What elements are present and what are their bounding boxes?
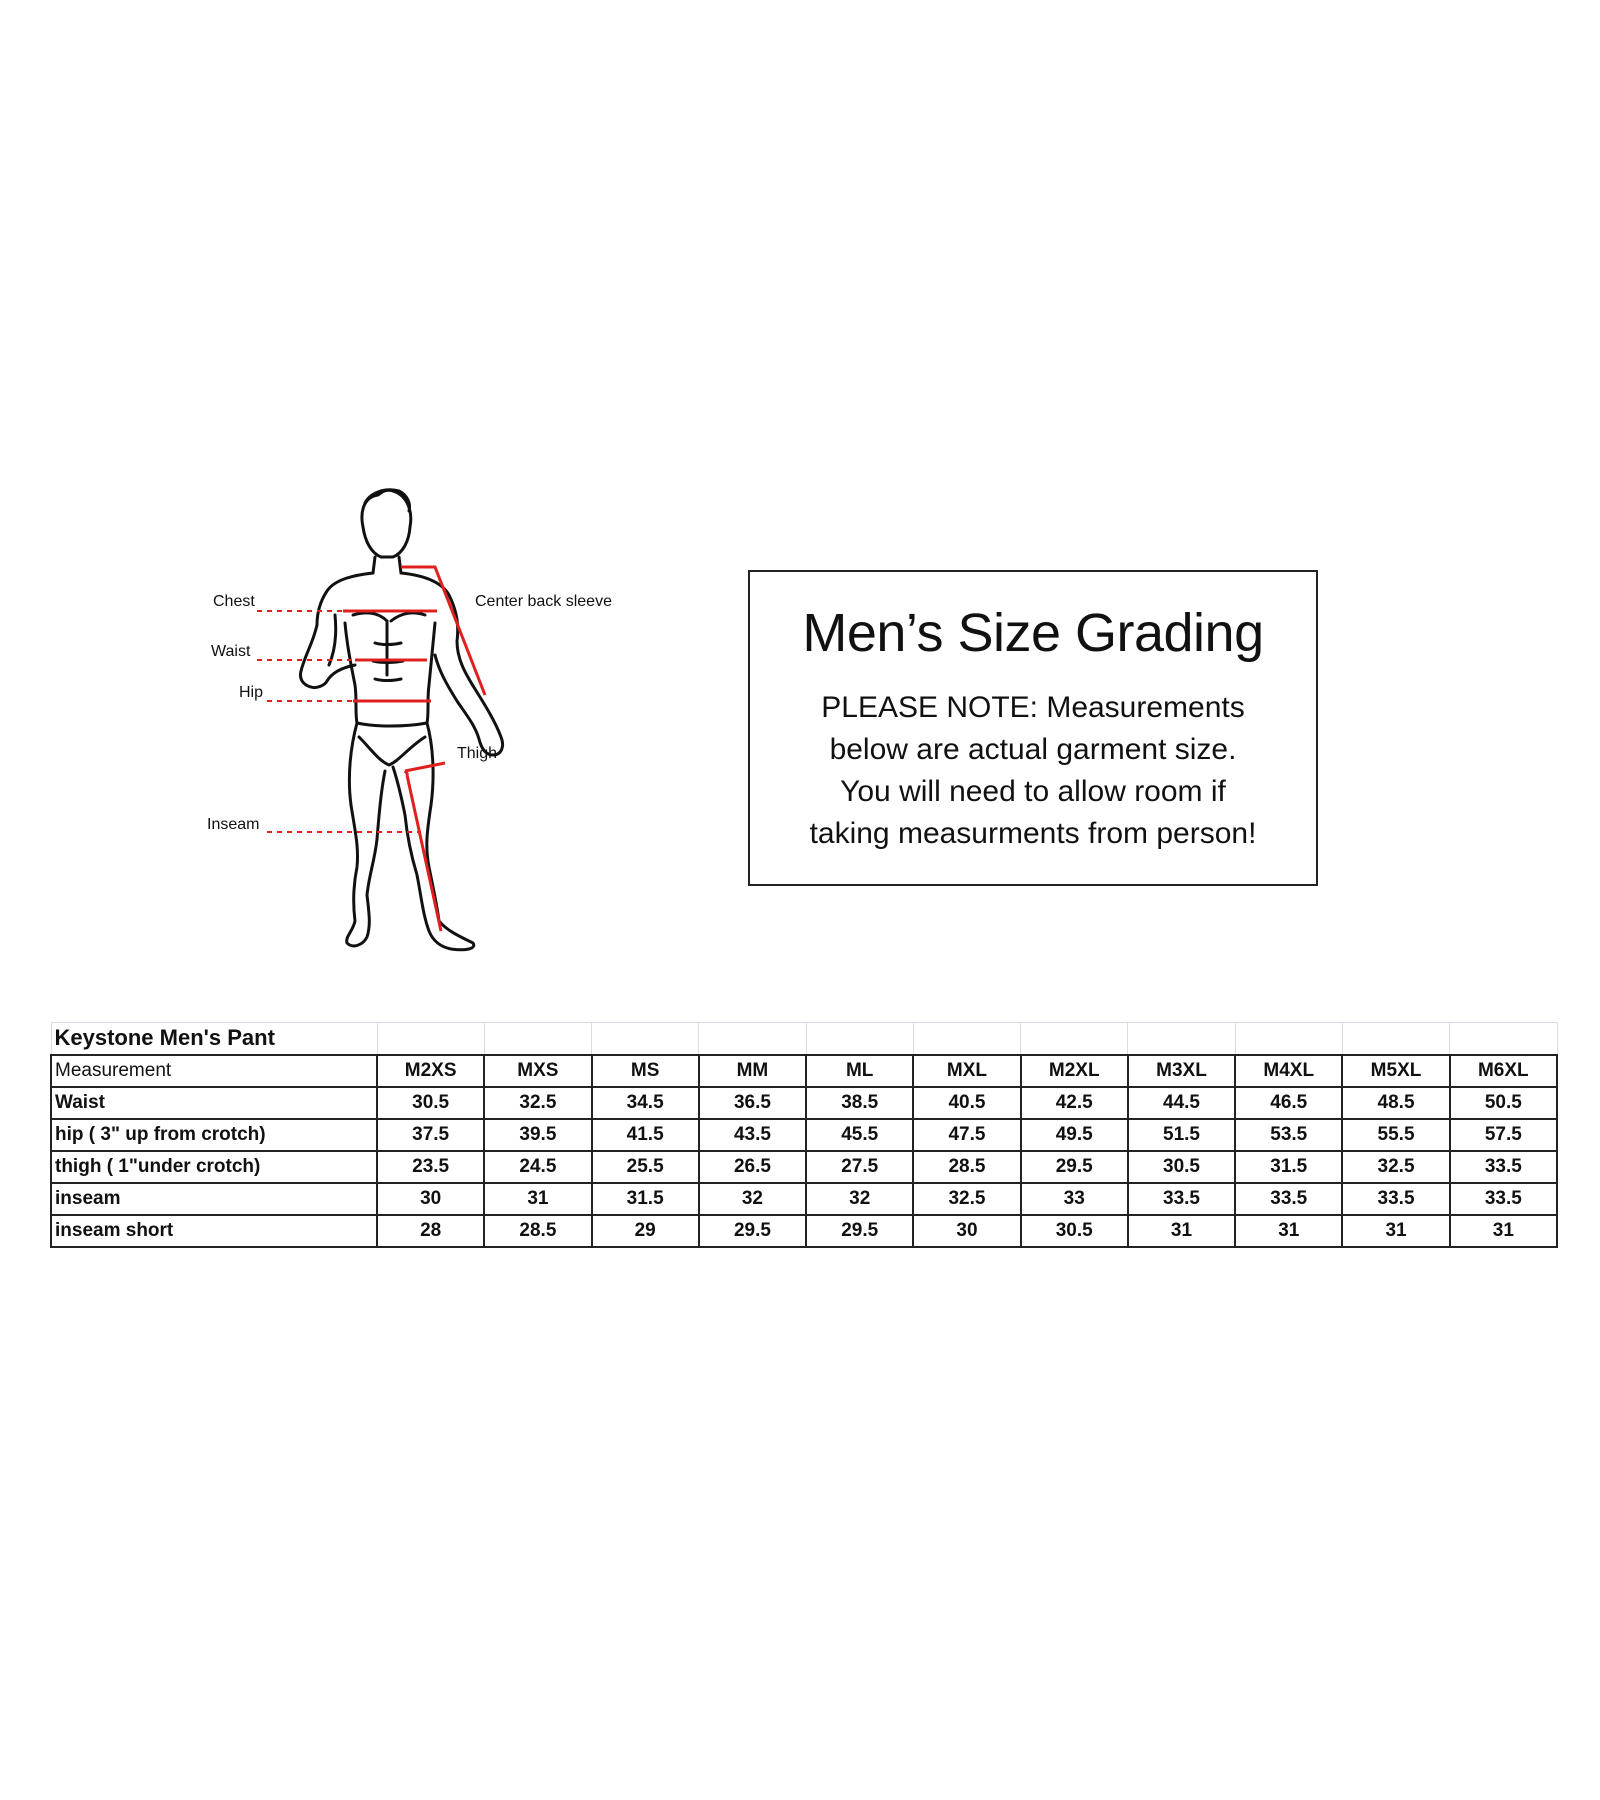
- table-cell: 31: [484, 1183, 591, 1215]
- table-cell: 29.5: [699, 1215, 806, 1247]
- row-label: Waist: [51, 1087, 377, 1119]
- size-grading-info-box: [748, 570, 1318, 886]
- size-header: M2XS: [377, 1055, 484, 1087]
- table-cell: 55.5: [1342, 1119, 1449, 1151]
- info-note-line: You will need to allow room if: [840, 775, 1226, 809]
- waist-label: Waist: [211, 643, 251, 660]
- table-cell: 36.5: [699, 1087, 806, 1119]
- table-cell: 39.5: [484, 1119, 591, 1151]
- table-cell: 30.5: [1021, 1215, 1128, 1247]
- table-cell: 32.5: [484, 1087, 591, 1119]
- table-cell: 43.5: [699, 1119, 806, 1151]
- table-cell: 38.5: [806, 1087, 913, 1119]
- row-label: inseam: [51, 1183, 377, 1215]
- table-cell: 30.5: [377, 1087, 484, 1119]
- info-title: Men’s Size Grading: [802, 603, 1264, 663]
- table-cell: 31: [1450, 1215, 1557, 1247]
- info-note: [750, 687, 1316, 855]
- table-cell: 57.5: [1450, 1119, 1557, 1151]
- info-note-line: below are actual garment size.: [829, 733, 1237, 767]
- table-cell: 49.5: [1021, 1119, 1128, 1151]
- table-cell: 28.5: [484, 1215, 591, 1247]
- table-cell: 24.5: [484, 1151, 591, 1183]
- table-cell: 53.5: [1235, 1119, 1342, 1151]
- table-cell: 29.5: [806, 1215, 913, 1247]
- table-cell: 47.5: [913, 1119, 1020, 1151]
- header-label: Measurement: [51, 1055, 377, 1087]
- table-cell: 51.5: [1128, 1119, 1235, 1151]
- info-note-line: taking measurments from person!: [809, 817, 1257, 851]
- table-cell: 28: [377, 1215, 484, 1247]
- table-cell: 50.5: [1450, 1087, 1557, 1119]
- measurement-figure: [195, 475, 635, 955]
- table-cell: 40.5: [913, 1087, 1020, 1119]
- table-row: [51, 1151, 1557, 1183]
- size-table: [50, 1022, 1558, 1248]
- table-cell: 31: [1235, 1215, 1342, 1247]
- chest-label: Chest: [213, 593, 255, 610]
- table-row: [51, 1119, 1557, 1151]
- table-cell: 46.5: [1235, 1087, 1342, 1119]
- table-cell: 30.5: [1128, 1151, 1235, 1183]
- table-cell: 30: [913, 1215, 1020, 1247]
- table-cell: 33.5: [1235, 1183, 1342, 1215]
- size-header: M6XL: [1450, 1055, 1557, 1087]
- table-cell: 28.5: [913, 1151, 1020, 1183]
- hip-label: Hip: [239, 684, 264, 701]
- size-header: MS: [592, 1055, 699, 1087]
- table-cell: 37.5: [377, 1119, 484, 1151]
- table-cell: 30: [377, 1183, 484, 1215]
- table-cell: 29: [592, 1215, 699, 1247]
- table-cell: 32: [806, 1183, 913, 1215]
- row-label: hip ( 3" up from crotch): [51, 1119, 377, 1151]
- table-header-row: [51, 1055, 1557, 1087]
- table-cell: 31.5: [592, 1183, 699, 1215]
- table-cell: 32.5: [913, 1183, 1020, 1215]
- table-cell: 29.5: [1021, 1151, 1128, 1183]
- table-cell: 33.5: [1342, 1183, 1449, 1215]
- table-cell: 23.5: [377, 1151, 484, 1183]
- table-cell: 33: [1021, 1183, 1128, 1215]
- thigh-label: Thigh: [457, 745, 498, 762]
- table-cell: 25.5: [592, 1151, 699, 1183]
- table-row: [51, 1215, 1557, 1247]
- center-back-sleeve-label: Center back sleeve: [475, 593, 612, 610]
- table-cell: 48.5: [1342, 1087, 1449, 1119]
- table-row: [51, 1183, 1557, 1215]
- inseam-label: Inseam: [207, 816, 260, 833]
- table-cell: 33.5: [1450, 1151, 1557, 1183]
- size-header: MM: [699, 1055, 806, 1087]
- table-cell: 45.5: [806, 1119, 913, 1151]
- table-cell: 32.5: [1342, 1151, 1449, 1183]
- table-title-row: [51, 1023, 1557, 1055]
- table-cell: 26.5: [699, 1151, 806, 1183]
- table-cell: 27.5: [806, 1151, 913, 1183]
- row-label: thigh ( 1"under crotch): [51, 1151, 377, 1183]
- table-cell: 41.5: [592, 1119, 699, 1151]
- table-cell: 32: [699, 1183, 806, 1215]
- body-outline-illustration: [195, 475, 635, 955]
- table-cell: 31: [1342, 1215, 1449, 1247]
- table-title: Keystone Men's Pant: [51, 1023, 377, 1055]
- size-header: M3XL: [1128, 1055, 1235, 1087]
- size-header: MXS: [484, 1055, 591, 1087]
- table-cell: 34.5: [592, 1087, 699, 1119]
- size-header: M5XL: [1342, 1055, 1449, 1087]
- size-header: MXL: [913, 1055, 1020, 1087]
- row-label: inseam short: [51, 1215, 377, 1247]
- size-header: ML: [806, 1055, 913, 1087]
- info-note-line: PLEASE NOTE: Measurements: [821, 691, 1245, 725]
- table-row: [51, 1087, 1557, 1119]
- size-header: M2XL: [1021, 1055, 1128, 1087]
- table-cell: 31: [1128, 1215, 1235, 1247]
- table-cell: 42.5: [1021, 1087, 1128, 1119]
- table-cell: 33.5: [1450, 1183, 1557, 1215]
- table-cell: 31.5: [1235, 1151, 1342, 1183]
- size-header: M4XL: [1235, 1055, 1342, 1087]
- table-cell: 44.5: [1128, 1087, 1235, 1119]
- table-cell: 33.5: [1128, 1183, 1235, 1215]
